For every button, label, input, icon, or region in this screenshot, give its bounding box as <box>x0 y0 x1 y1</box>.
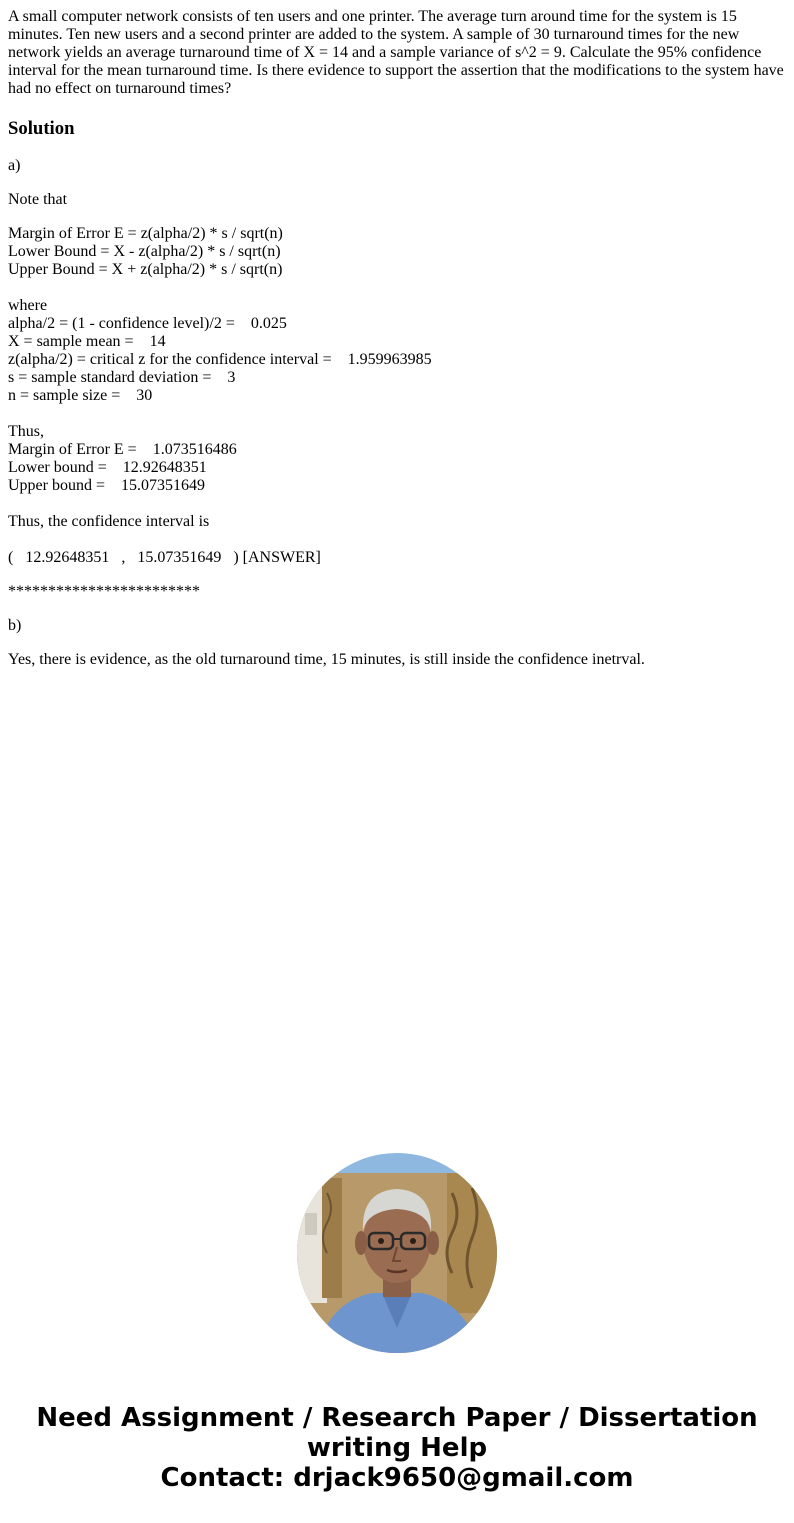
contact-footer <box>0 1403 794 1493</box>
footer-line-2: writing Help <box>306 1433 488 1463</box>
definition-std-dev: s = sample standard deviation = 3 <box>8 369 236 386</box>
thus-label: Thus, <box>8 423 44 440</box>
definition-critical-z: z(alpha/2) = critical z for the confidence interval = 1.959963985 <box>8 351 432 368</box>
part-b-answer: Yes, there is evidence, as the old turnaround time, 15 minutes, is still inside the confidence inetrval. <box>8 651 645 668</box>
interval-intro: Thus, the confidence interval is <box>8 513 210 530</box>
document-body <box>8 8 788 669</box>
spacer <box>8 405 788 423</box>
part-a-label: a) <box>8 157 21 174</box>
formula-block <box>8 225 788 567</box>
question-text: A small computer network consists of ten users and one printer. The average turn around time for the system is 15 minutes. Ten new users and a second printer are added to the system. A sample of 30 turnaround times for the new network yields an average turnaround time of X = 14 and a sample variance of s^2 = 9. Calculate the 95% confidence interval for the mean turnaround time. Is there evidence to support the assertion that the modifications to the system have had no effect on turnaround times? <box>8 8 784 97</box>
definition-alpha: alpha/2 = (1 - confidence level)/2 = 0.025 <box>8 315 287 332</box>
formula-upper-bound: Upper Bound = X + z(alpha/2) * s / sqrt(n) <box>8 261 283 278</box>
formula-lower-bound: Lower Bound = X - z(alpha/2) * s / sqrt(n) <box>8 243 281 260</box>
spacer <box>8 495 788 513</box>
where-label: where <box>8 297 48 314</box>
footer-contact-email: Contact: drjack9650@gmail.com <box>160 1463 634 1493</box>
result-lower-bound: Lower bound = 12.92648351 <box>8 459 207 476</box>
interval-answer: ( 12.92648351 , 15.07351649 ) [ANSWER] <box>8 549 321 566</box>
definition-sample-size: n = sample size = 30 <box>8 387 153 404</box>
separator: ************************ <box>8 583 200 600</box>
avatar <box>297 1153 497 1353</box>
result-upper-bound: Upper bound = 15.07351649 <box>8 477 206 494</box>
spacer <box>8 531 788 549</box>
avatar-portrait <box>297 1153 497 1353</box>
part-b-label: b) <box>8 617 22 634</box>
formula-margin-of-error: Margin of Error E = z(alpha/2) * s / sqrt(n) <box>8 225 283 242</box>
result-margin-of-error: Margin of Error E = 1.073516486 <box>8 441 237 458</box>
definition-sample-mean: X = sample mean = 14 <box>8 333 166 350</box>
note-text: Note that <box>8 191 68 208</box>
footer-line-1: Need Assignment / Research Paper / Dissertation <box>36 1403 758 1433</box>
spacer <box>8 279 788 297</box>
solution-heading: Solution <box>8 118 75 139</box>
